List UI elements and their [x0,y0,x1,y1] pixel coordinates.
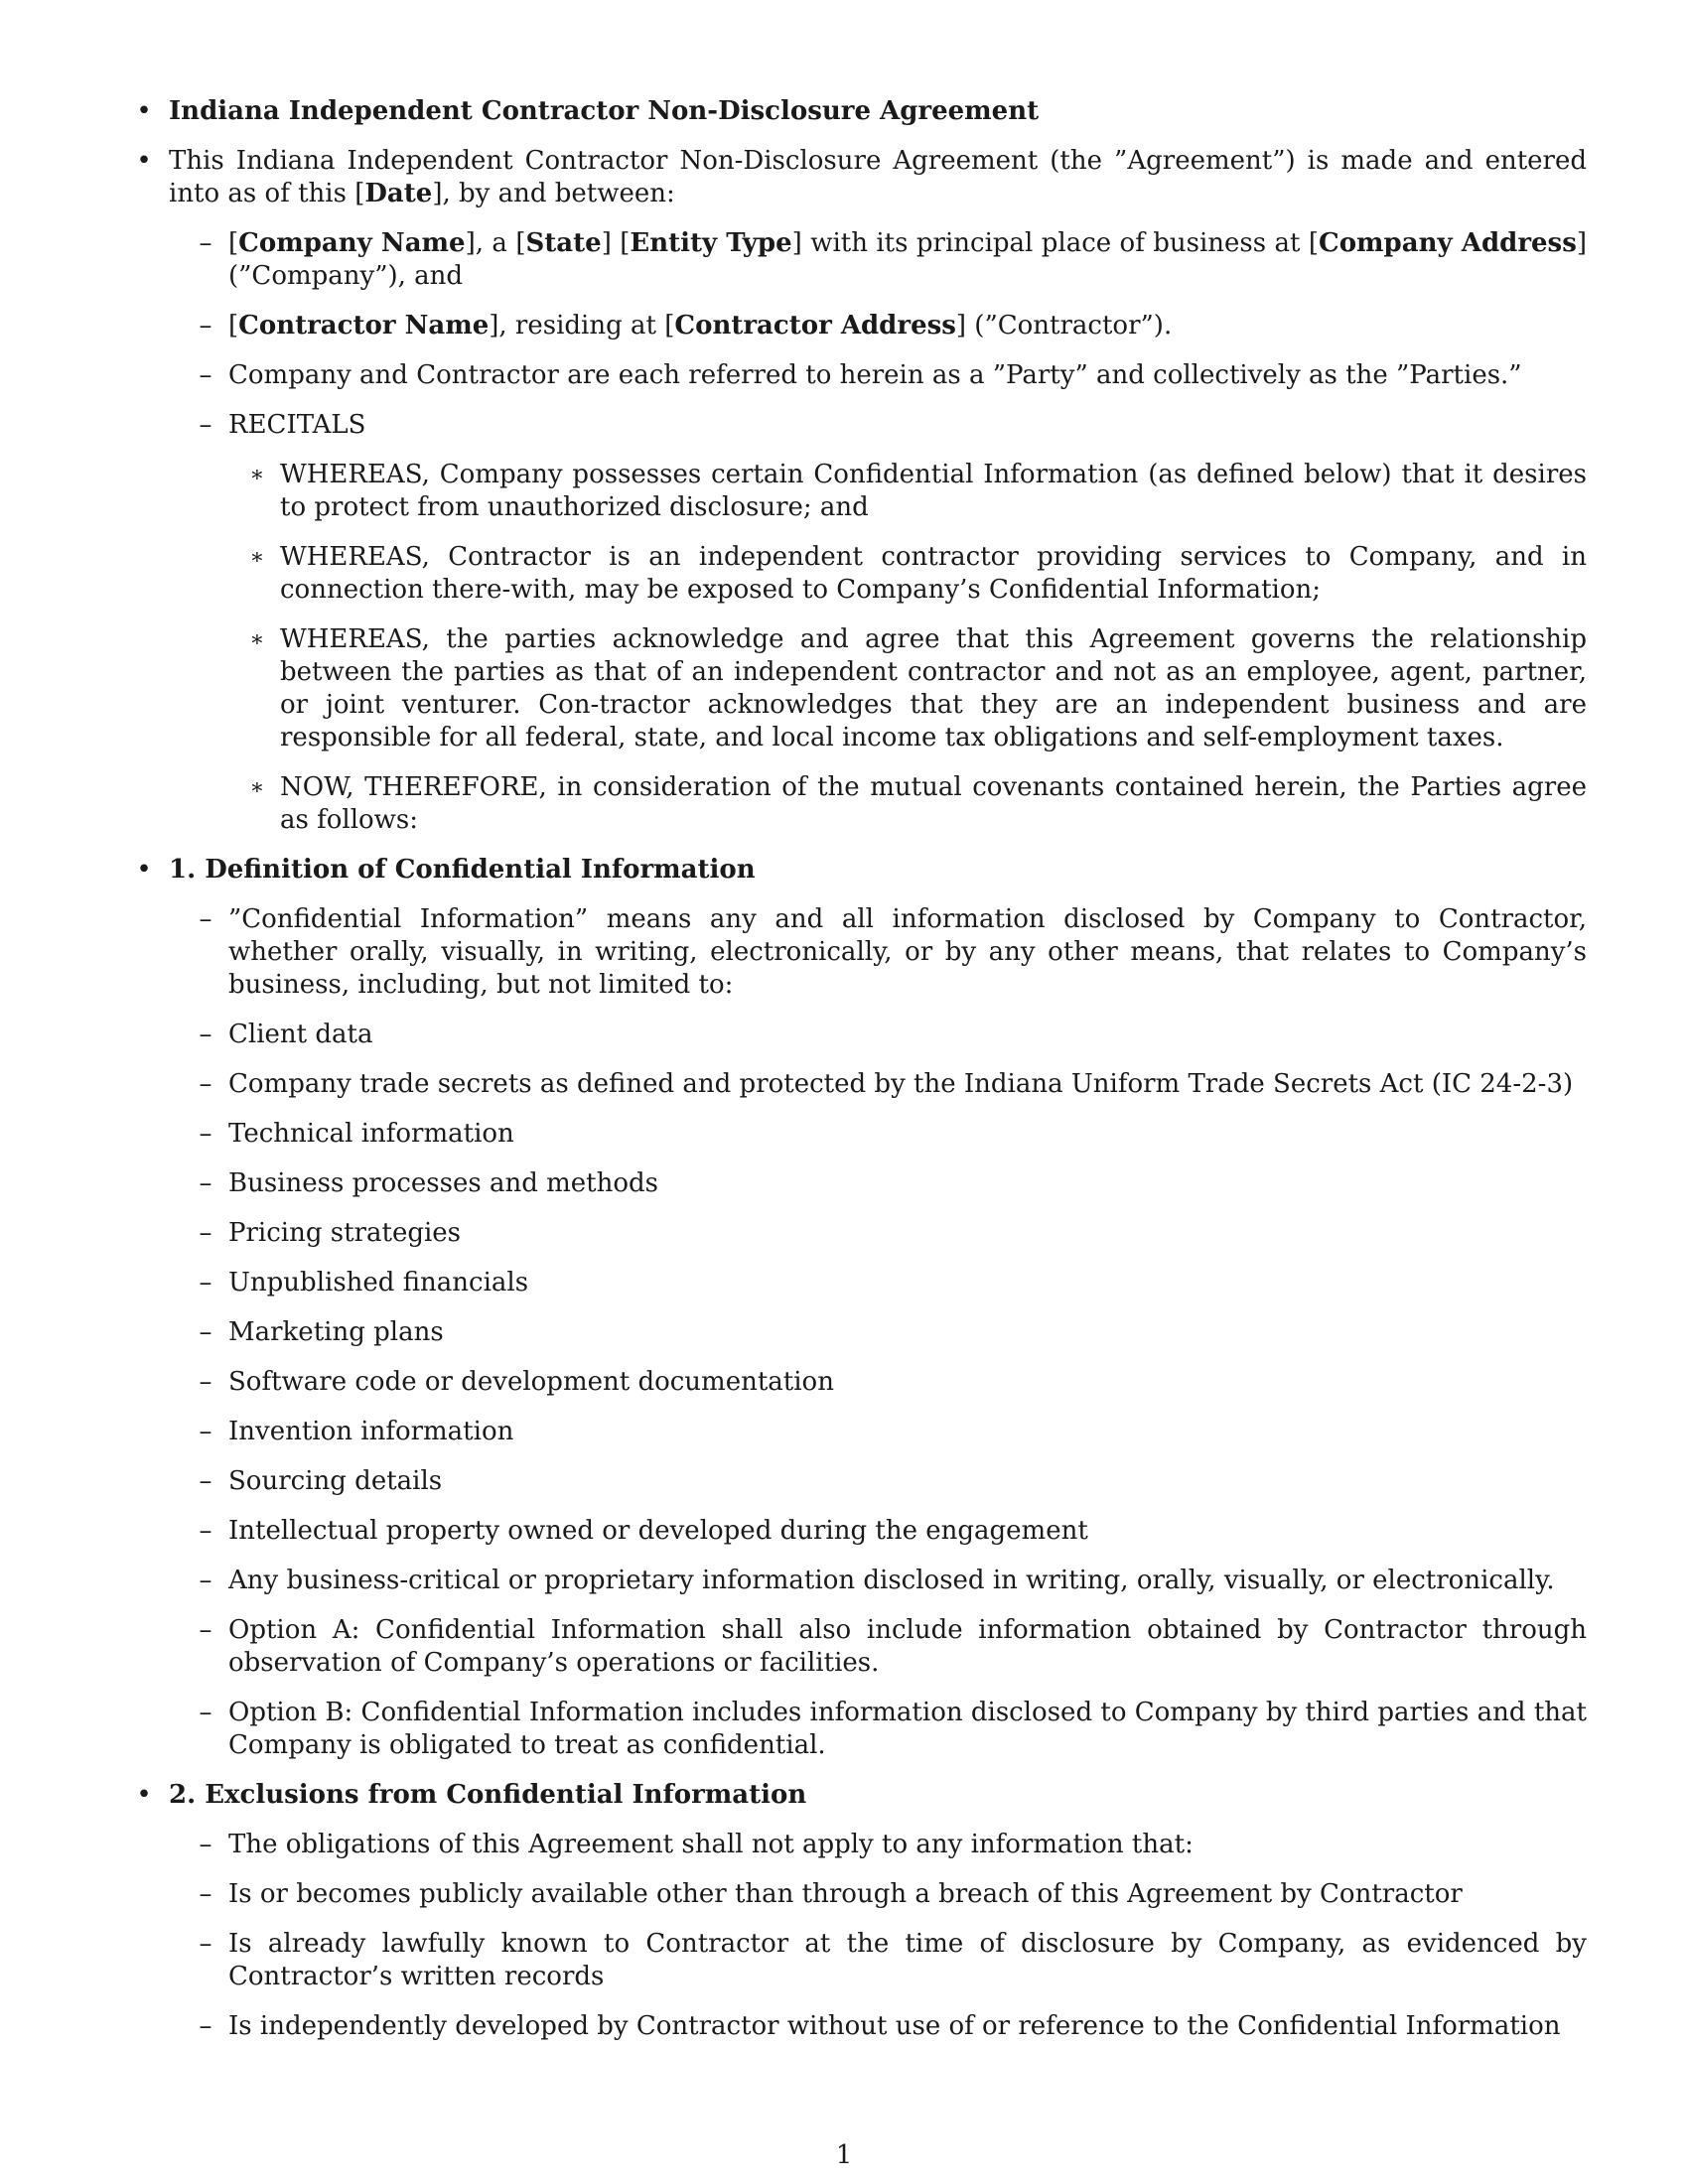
list-item [135,1167,1587,1200]
list-item-text: Option A: Confidential Information shall also include information obtained by Contractor through observation of Company’s operations or facilities. [228,1615,1587,1678]
company-address-placeholder: Company Address [1319,228,1577,258]
list-item-text: Pricing strategies [228,1218,462,1248]
list-item-text: ”Confidential Information” means any and all information disclosed by Company to Contractor, whether orally, visually, in writing, electronically, or by any other means, that relates to Company’s business, including, but not limited to: [228,904,1587,1000]
list-item-text: Unpublished financials [228,1268,529,1297]
list-item-contractor-party: – [Contractor Name], residing at [Contractor Address] (”Contractor”). [135,310,1587,342]
recital-text: WHEREAS, Contractor is an independent contractor providing services to Company, and in connection there-with, may be exposed to Company’s Confidential Information; [280,542,1587,605]
list-item-text: Client data [228,1020,373,1049]
list-item-company-party: – [Company Name], a [State] [Entity Type] with its principal place of business at [Company Address] (”Company”), and [135,227,1587,293]
dash-icon: – [199,228,212,258]
bullet-icon: • [136,855,152,885]
list-item [135,1928,1587,1993]
contractor-name-placeholder: Contractor Name [238,311,490,341]
list-item-text: Option B: Confidential Information includes information disclosed to Company by third parties and that Company is obligated to treat as confidential. [228,1698,1587,1760]
dash-icon: – [199,1466,212,1496]
recital-text: WHEREAS, Company possesses certain Confidential Information (as defined below) that it desires to protect from unauthorized disclosure; and [280,460,1587,522]
document-page [135,95,1587,2060]
recital-item [135,771,1587,837]
bullet-icon: • [136,146,152,176]
list-item [135,903,1587,1002]
list-item [135,1829,1587,1861]
list-item [135,1267,1587,1299]
recital-item [135,459,1587,524]
dash-icon: – [199,1119,212,1149]
asterisk-icon: ∗ [249,545,265,570]
list-item-text: Is or becomes publicly available other than through a breach of this Agreement by Contractor [228,1879,1463,1909]
party-text: (”Contractor”). [966,311,1173,341]
dash-icon: – [199,904,212,934]
party-text: , a [475,228,516,258]
dash-icon: – [199,1698,212,1727]
dash-icon: – [199,1317,212,1347]
dash-icon: – [199,1218,212,1248]
dash-icon: – [199,1830,212,1859]
list-item-collective [135,359,1587,392]
list-item-text: Intellectual property owned or developed during the engagement [228,1516,1088,1546]
recital-text: WHEREAS, the parties acknowledge and agree that this Agreement governs the relationship between the parties as that of an independent contractor and not as an employee, agent, partner, or joint venturer. Con-tractor acknowledges that they are an independent business and are responsible for all federal, state, and local income tax obligations and self-employment taxes. [280,624,1587,752]
dash-icon: – [199,311,212,341]
recital-item [135,541,1587,607]
contractor-address-placeholder: Contractor Address [674,311,956,341]
dash-icon: – [199,1069,212,1099]
collective-text: Company and Contractor are each referred to herein as a ”Party” and collectively as the ”Parties.” [228,360,1522,390]
dash-icon: – [199,2011,212,2041]
asterisk-icon: ∗ [249,775,265,800]
list-item [135,1697,1587,1762]
dash-icon: – [199,1516,212,1546]
list-item-text: Is independently developed by Contractor without use of or reference to the Confidential Information [228,2011,1561,2041]
recital-item [135,623,1587,754]
section-2-heading-item [135,1779,1587,1812]
dash-icon: – [199,1020,212,1049]
list-item [135,1019,1587,1051]
dash-icon: – [199,1417,212,1446]
list-item-text: Software code or development documentation [228,1367,834,1397]
list-item [135,1878,1587,1911]
section-1-heading: 1. Definition of Confidential Information [169,855,756,885]
list-item [135,2010,1587,2043]
list-item [135,1614,1587,1680]
list-item [135,1416,1587,1448]
dash-icon: – [199,360,212,390]
recitals-label: RECITALS [228,410,366,440]
dash-icon: – [199,1566,212,1595]
bullet-icon: • [136,96,152,126]
party-text: with its principal place of business at [801,228,1309,258]
intro-text: This Indiana Independent Contractor Non-Disclosure Agreement (the ”Agreement”) is made and entered into as of this [169,146,1587,208]
list-item [135,1565,1587,1597]
list-item-text: Company trade secrets as defined and protected by the Indiana Uniform Trade Secrets Act (IC 24-2-3) [228,1069,1574,1099]
list-item [135,1118,1587,1151]
list-item-text: Invention information [228,1417,514,1446]
bullet-icon: • [136,1780,152,1810]
entity-type-placeholder: Entity Type [630,228,792,258]
date-placeholder: Date [364,179,433,208]
list-item-text: Is already lawfully known to Contractor at the time of disclosure by Company, as evidenced by Contractor’s written records [228,1929,1587,1991]
company-name-placeholder: Company Name [238,228,466,258]
dash-icon: – [199,410,212,440]
section-2-heading: 2. Exclusions from Confidential Information [169,1780,807,1810]
asterisk-icon: ∗ [249,463,265,487]
list-item [135,1316,1587,1349]
list-item-recitals [135,409,1587,442]
asterisk-icon: ∗ [249,627,265,652]
list-item [135,1515,1587,1548]
state-placeholder: State [525,228,602,258]
list-item-text: Marketing plans [228,1317,444,1347]
section-1-heading-item [135,854,1587,887]
list-item-title [135,95,1587,128]
list-item-text: Technical information [228,1119,514,1149]
list-item-text: Sourcing details [228,1466,443,1496]
list-item-intro: • This Indiana Independent Contractor Non-Disclosure Agreement (the ”Agreement”) is made and entered into as of this [Date], by and between: [136,146,1587,208]
dash-icon: – [199,1929,212,1959]
intro-text-end: , by and between: [442,179,675,208]
list-item [135,1465,1587,1498]
party-text: (”Company”), and [228,261,464,291]
list-item-text: Any business-critical or proprietary information disclosed in writing, orally, visually, or electronically. [228,1566,1555,1595]
list-item-text: The obligations of this Agreement shall not apply to any information that: [228,1830,1194,1859]
dash-icon: – [199,1367,212,1397]
dash-icon: – [199,1615,212,1645]
list-item [135,1366,1587,1399]
list-item-text: Business processes and methods [228,1168,658,1198]
dash-icon: – [199,1879,212,1909]
list-item [135,1068,1587,1101]
party-text: , residing at [498,311,665,341]
recital-text: NOW, THEREFORE, in consideration of the mutual covenants contained herein, the Parties agree as follows: [280,772,1587,835]
dash-icon: – [199,1268,212,1297]
list-item [135,1217,1587,1250]
document-title: Indiana Independent Contractor Non-Disclosure Agreement [169,96,1040,126]
page-number: 1 [835,2140,853,2170]
dash-icon: – [199,1168,212,1198]
